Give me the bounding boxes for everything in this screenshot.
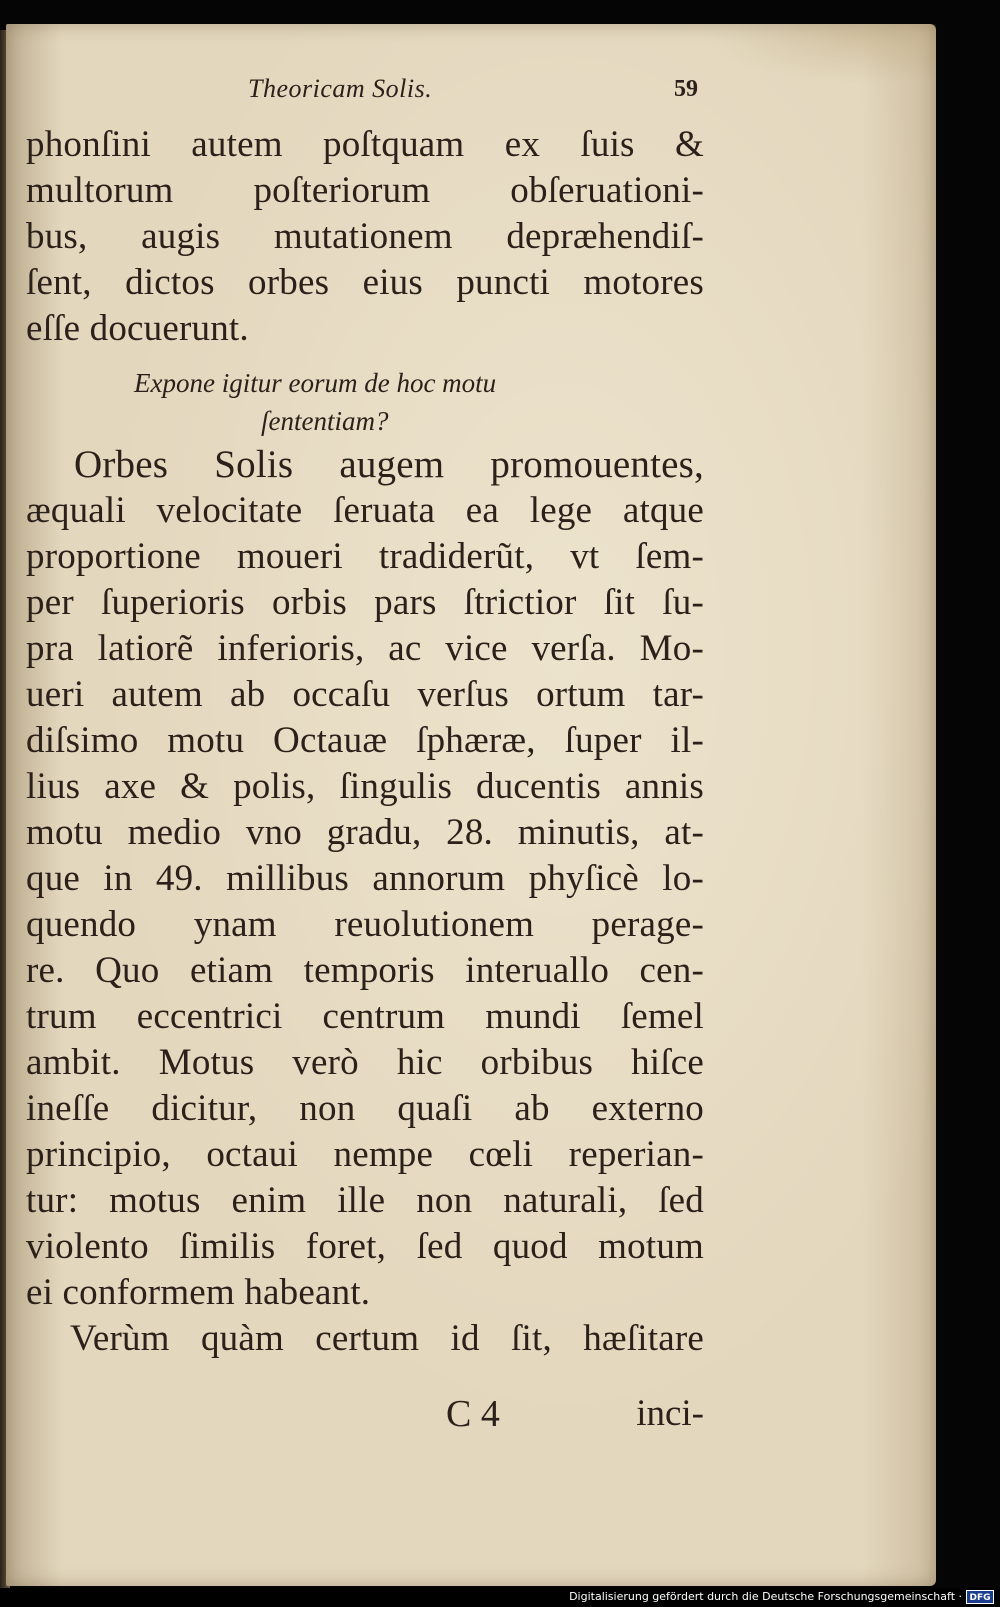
text-line: re. Quo etiam temporis interuallo cen-	[26, 950, 704, 991]
signature-mark: C 4	[446, 1393, 500, 1435]
text-line: pra latiorẽ inferioris, ac vice verſa. Mo-	[26, 628, 704, 669]
text-line: diſsimo motu Octauæ ſphæræ, ſuper il-	[26, 720, 704, 761]
dfg-logo: DFG	[966, 1590, 994, 1604]
text-line: quendo ynam reuolutionem perage-	[26, 904, 704, 945]
text-line: motu medio vno gradu, 28. minutis, at-	[26, 812, 704, 853]
text-line: proportione moueri tradiderũt, vt ſem-	[26, 536, 704, 577]
text-line: ſent, dictos orbes eius puncti motores	[26, 262, 704, 303]
text-line: lius axe & polis, ſingulis ducentis annis	[26, 766, 704, 807]
question-heading-cont: ſententiam?	[261, 406, 389, 436]
text-line: bus, augis mutationem depræhendiſ-	[26, 216, 704, 257]
text-line: principio, octaui nempe cœli reperian-	[26, 1134, 704, 1175]
text-line: ambit. Motus verò hic orbibus hiſce	[26, 1042, 704, 1083]
text-line: multorum poſteriorum obſeruationi-	[26, 170, 704, 211]
text-line: æquali velocitate ſeruata ea lege atque	[26, 490, 704, 531]
text-line: eſſe docuerunt.	[26, 308, 249, 349]
text-line: ei conformem habeant.	[26, 1272, 371, 1313]
catchword-row	[26, 1392, 704, 1436]
text-line: Verùm quàm certum id ſit, hæſitare	[70, 1318, 704, 1359]
text-line: phonſini autem poſtquam ex ſuis &	[26, 124, 704, 165]
footer-credit: Digitalisierung gefördert durch die Deutsche Forschungsgemeinschaft ·	[569, 1590, 962, 1603]
text-line: tur: motus enim ille non naturali, ſed	[26, 1180, 704, 1221]
text-line: violento ſimilis foret, ſed quod motum	[26, 1226, 704, 1267]
text-line: ineſſe dicitur, non quaſi ab externo	[26, 1088, 704, 1129]
running-head: Theoricam Solis.	[248, 74, 433, 103]
paper-stain	[706, 24, 936, 84]
page-number: 59	[674, 76, 698, 102]
text-line: ueri autem ab occaſu verſus ortum tar-	[26, 674, 704, 715]
text-line: per ſuperioris orbis pars ſtrictior ſit ſu-	[26, 582, 704, 623]
text-line: Orbes Solis augem promouentes,	[74, 443, 704, 486]
book-page	[6, 24, 936, 1586]
catchword: inci-	[636, 1393, 704, 1434]
question-heading: Expone igitur eorum de hoc motu	[134, 368, 497, 398]
text-line: trum eccentrici centrum mundi ſemel	[26, 996, 704, 1037]
text-line: que in 49. millibus annorum phyſicè lo-	[26, 858, 704, 899]
